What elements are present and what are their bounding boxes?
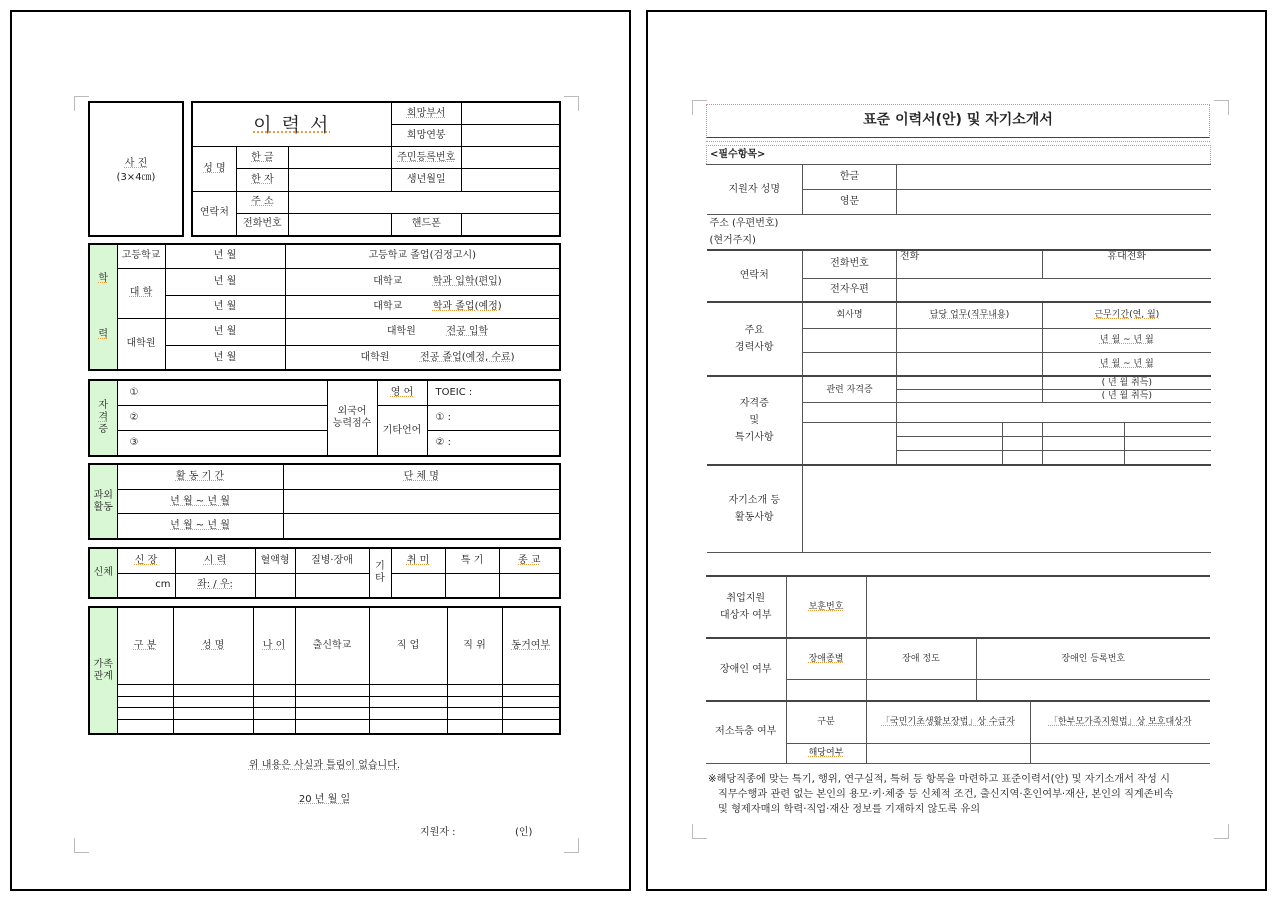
single-parent-label: 「한부모가족지원법」상 보호대상자 bbox=[1030, 701, 1210, 743]
disabled-label: 장애인 여부 bbox=[706, 638, 786, 701]
cell[interactable] bbox=[1043, 437, 1125, 451]
cell[interactable] bbox=[295, 708, 369, 720]
english-value[interactable] bbox=[897, 190, 1211, 215]
cert-item[interactable]: ① bbox=[117, 380, 327, 406]
illness-value[interactable] bbox=[295, 573, 369, 598]
cell[interactable] bbox=[295, 685, 369, 697]
resume-title: 이 력 서 bbox=[192, 102, 391, 147]
address-value[interactable] bbox=[289, 191, 560, 213]
vision-header: 시 력 bbox=[175, 548, 255, 573]
family-table bbox=[88, 606, 561, 735]
religion-value[interactable] bbox=[499, 573, 560, 598]
family-header: 동거여부 bbox=[502, 607, 560, 685]
cell[interactable] bbox=[295, 696, 369, 708]
intro-value[interactable] bbox=[803, 465, 1211, 553]
email-label: 전자우편 bbox=[803, 278, 897, 302]
blood-value[interactable] bbox=[255, 573, 295, 598]
notice-line: 및 형제자매의 학력·직업·재산 정보를 기재하지 않도록 유의 bbox=[718, 804, 981, 815]
birth-value[interactable] bbox=[461, 169, 560, 191]
hanja-label: 한 자 bbox=[236, 169, 288, 191]
family-header: 직 업 bbox=[369, 607, 447, 685]
cell[interactable] bbox=[1030, 743, 1210, 763]
required-heading: <필수항목> bbox=[707, 146, 1211, 165]
cell[interactable] bbox=[369, 719, 447, 734]
cell[interactable] bbox=[502, 719, 560, 734]
blood-header: 혈액형 bbox=[255, 548, 295, 573]
cell[interactable] bbox=[173, 719, 253, 734]
name-label: 성 명 bbox=[192, 147, 236, 191]
body-table bbox=[88, 547, 561, 599]
ym-cell: 년 월 bbox=[165, 346, 285, 370]
email-value[interactable] bbox=[897, 278, 1211, 302]
crop-mark bbox=[1214, 100, 1229, 115]
height-value[interactable]: cm bbox=[117, 573, 175, 598]
low-income-label: 저소득층 여부 bbox=[706, 701, 786, 763]
cell[interactable] bbox=[1003, 423, 1043, 437]
hangul-label: 한 글 bbox=[236, 147, 288, 169]
notice-line: ※해당직종에 맞는 특기, 행위, 연구실적, 특허 등 항목을 마련하고 표준이력서(안) 및 자기소개서 작성 시 bbox=[708, 774, 1170, 785]
activity-range: 년 월 ~ 년 월 bbox=[117, 514, 283, 539]
cell[interactable] bbox=[1003, 451, 1043, 465]
applicant-label: 지원자 : bbox=[420, 827, 456, 838]
college-enter: 대학교 학과 입학(편입) bbox=[285, 268, 560, 295]
grad-finish: 대학원 전공 졸업(예정, 수료) bbox=[285, 346, 560, 370]
cell[interactable] bbox=[117, 719, 173, 734]
cell[interactable] bbox=[253, 719, 295, 734]
phone-value[interactable] bbox=[289, 213, 392, 236]
high-school-label: 고등학교 bbox=[117, 244, 165, 268]
salary-value[interactable] bbox=[461, 125, 560, 147]
cell[interactable] bbox=[897, 437, 1003, 451]
employ-support-label: 취업지원 대상자 여부 bbox=[706, 576, 786, 638]
cell[interactable] bbox=[295, 719, 369, 734]
cell[interactable] bbox=[117, 708, 173, 720]
crop-mark bbox=[74, 96, 89, 111]
cell[interactable] bbox=[369, 685, 447, 697]
personal-info-table bbox=[191, 101, 561, 237]
org-header: 단 체 명 bbox=[283, 464, 560, 489]
address-label: 주 소 bbox=[236, 191, 288, 213]
family-header: 출신학교 bbox=[295, 607, 369, 685]
veteran-label: 보훈번호 bbox=[786, 576, 866, 638]
crop-mark bbox=[74, 838, 89, 853]
cell[interactable] bbox=[897, 403, 1211, 423]
hobby-value[interactable] bbox=[391, 573, 445, 598]
etc-label: 기 타 bbox=[369, 548, 391, 598]
english-label: 영문 bbox=[803, 190, 897, 215]
seal-mark: (인) bbox=[515, 827, 533, 838]
cell[interactable] bbox=[173, 696, 253, 708]
basic-livelihood-label: 「국민기초생활보장법」상 수급자 bbox=[866, 701, 1030, 743]
high-school-grad: 고등학교 졸업(검정고시) bbox=[285, 244, 560, 268]
duty-value[interactable] bbox=[897, 352, 1043, 376]
address-cell[interactable] bbox=[707, 215, 1211, 251]
cell[interactable] bbox=[866, 743, 1030, 763]
crop-mark bbox=[564, 96, 579, 111]
applicable-label: 해당여부 bbox=[786, 743, 866, 763]
resident-no-value[interactable] bbox=[461, 147, 560, 169]
contact-label: 연락처 bbox=[707, 250, 803, 302]
date-line: 20 년 월 일 bbox=[298, 794, 351, 805]
special-header: 특 기 bbox=[445, 548, 499, 573]
cell[interactable] bbox=[502, 696, 560, 708]
standard-resume-table bbox=[706, 145, 1211, 553]
period-header: 근무기간(연, 월) bbox=[1043, 302, 1211, 328]
family-header: 성 명 bbox=[173, 607, 253, 685]
period-value[interactable]: 년 월 ~ 년 월 bbox=[1043, 352, 1211, 376]
mobile-label: 핸드폰 bbox=[391, 213, 461, 236]
intro-label: 자기소개 등 활동사항 bbox=[707, 465, 803, 553]
qualification-label: 자격증 및 특기사항 bbox=[707, 376, 803, 465]
special-value[interactable] bbox=[445, 573, 499, 598]
grad-enter: 대학원 전공 입학 bbox=[285, 319, 560, 346]
family-label: 가족 관계 bbox=[89, 607, 117, 734]
cell[interactable] bbox=[897, 451, 1003, 465]
related-cert-label: 관련 자격증 bbox=[803, 376, 897, 403]
english-label: 영 어 bbox=[377, 380, 427, 406]
cert-acquired: ( 년 월 취득) bbox=[1043, 376, 1211, 390]
birth-label: 생년월일 bbox=[391, 169, 461, 191]
crop-mark bbox=[1214, 824, 1229, 839]
cell[interactable] bbox=[369, 708, 447, 720]
activity-range: 년 월 ~ 년 월 bbox=[117, 489, 283, 513]
org-value[interactable] bbox=[283, 489, 560, 513]
hangul-value[interactable] bbox=[897, 165, 1211, 190]
table-row bbox=[89, 719, 560, 734]
cell[interactable] bbox=[253, 685, 295, 697]
cell[interactable] bbox=[447, 696, 502, 708]
cell[interactable] bbox=[1003, 437, 1043, 451]
cert-value[interactable] bbox=[897, 390, 1043, 403]
family-header: 구 분 bbox=[117, 607, 173, 685]
ym-cell: 년 월 bbox=[165, 244, 285, 268]
cell[interactable] bbox=[447, 719, 502, 734]
activity-table bbox=[88, 463, 561, 540]
duty-value[interactable] bbox=[897, 328, 1043, 352]
cell[interactable] bbox=[1125, 437, 1211, 451]
crop-mark bbox=[692, 100, 707, 115]
notice-line: 직무수행과 관련 없는 본인의 용모·키·체중 등 신체적 조건, 출신지역·혼인여부·재산, 본인의 직계존비속 bbox=[718, 789, 1174, 800]
form-title: 표준 이력서(안) 및 자기소개서 bbox=[706, 104, 1210, 138]
cell[interactable] bbox=[369, 696, 447, 708]
dept-label: 희망부서 bbox=[391, 102, 461, 125]
duty-header: 담당 업무(직무내용) bbox=[897, 302, 1043, 328]
contact-label: 연락처 bbox=[192, 191, 236, 236]
hobby-header: 취 미 bbox=[391, 548, 445, 573]
cell[interactable] bbox=[786, 679, 866, 701]
company-value[interactable] bbox=[803, 328, 897, 352]
cell[interactable] bbox=[447, 685, 502, 697]
religion-header: 종 교 bbox=[499, 548, 560, 573]
resume-page-right bbox=[646, 10, 1267, 891]
college-grad: 대학교 학과 졸업(예정) bbox=[285, 295, 560, 318]
tel-field[interactable]: 전화 bbox=[897, 250, 1043, 278]
resume-page-left bbox=[10, 10, 631, 891]
veteran-value[interactable] bbox=[866, 576, 1210, 638]
photo-label: 사 진 bbox=[124, 158, 148, 169]
family-header: 나 이 bbox=[253, 607, 295, 685]
company-value[interactable] bbox=[803, 352, 897, 376]
height-header: 신 장 bbox=[117, 548, 175, 573]
cert-value[interactable] bbox=[897, 376, 1043, 390]
confirm-statement: 위 내용은 사실과 틀림이 없습니다. bbox=[248, 760, 401, 771]
table-row bbox=[89, 708, 560, 720]
photo-box bbox=[88, 101, 184, 237]
other-language-2[interactable]: ② : bbox=[427, 430, 560, 456]
disability-grade-label: 장애 정도 bbox=[866, 638, 976, 679]
eligibility-table bbox=[706, 575, 1210, 764]
ym-cell: 년 월 bbox=[165, 268, 285, 295]
career-label: 주요 경력사항 bbox=[707, 302, 803, 376]
crop-mark bbox=[692, 824, 707, 839]
language-score-label: 외국어 능력점수 bbox=[327, 380, 377, 456]
dept-value[interactable] bbox=[461, 102, 560, 125]
photo-size: (3×4㎝) bbox=[116, 172, 156, 183]
phone-label: 전화번호 bbox=[803, 250, 897, 278]
low-income-type-label: 구분 bbox=[786, 701, 866, 743]
resident-no-label: 주민등록번호 bbox=[391, 147, 461, 169]
cert-item[interactable]: ② bbox=[117, 406, 327, 431]
ym-cell: 년 월 bbox=[165, 319, 285, 346]
cert-acquired: ( 년 월 취득) bbox=[1043, 390, 1211, 403]
table-row bbox=[89, 696, 560, 708]
illness-header: 질병·장애 bbox=[295, 548, 369, 573]
cell[interactable] bbox=[976, 679, 1210, 701]
cell[interactable] bbox=[173, 708, 253, 720]
hanja-value[interactable] bbox=[289, 169, 392, 191]
org-value[interactable] bbox=[283, 514, 560, 539]
cell[interactable] bbox=[1043, 423, 1125, 437]
cell[interactable] bbox=[866, 679, 976, 701]
mobile-value[interactable] bbox=[461, 213, 560, 236]
activity-label: 과외 활동 bbox=[89, 464, 117, 539]
crop-mark bbox=[564, 838, 579, 853]
residence-label: (현거주지) bbox=[709, 235, 756, 246]
hangul-value[interactable] bbox=[289, 147, 392, 169]
address-label: 주소 (우편번호) bbox=[709, 218, 779, 229]
certificate-label: 자 격 증 bbox=[89, 380, 117, 456]
applicant-name-label: 지원자 성명 bbox=[707, 165, 803, 215]
notice-text bbox=[708, 772, 1228, 817]
education-label: 학 력 bbox=[89, 244, 117, 370]
cell[interactable] bbox=[1125, 423, 1211, 437]
certificate-table bbox=[88, 379, 561, 457]
salary-label: 희망연봉 bbox=[391, 125, 461, 147]
cell[interactable] bbox=[253, 696, 295, 708]
body-label: 신체 bbox=[89, 548, 117, 598]
period-value[interactable]: 년 월 ~ 년 월 bbox=[1043, 328, 1211, 352]
cell[interactable] bbox=[502, 708, 560, 720]
cell[interactable] bbox=[117, 696, 173, 708]
hangul-label: 한글 bbox=[803, 165, 897, 190]
cell[interactable] bbox=[1043, 451, 1125, 465]
cell[interactable] bbox=[447, 708, 502, 720]
vision-value[interactable]: 좌: / 우: bbox=[175, 573, 255, 598]
cert-item[interactable]: ③ bbox=[117, 430, 327, 456]
period-header: 활 동 기 간 bbox=[117, 464, 283, 489]
cell[interactable] bbox=[253, 708, 295, 720]
disability-reg-label: 장애인 등록번호 bbox=[976, 638, 1210, 679]
ym-cell: 년 월 bbox=[165, 295, 285, 318]
cell[interactable] bbox=[897, 423, 1003, 437]
cell[interactable] bbox=[803, 423, 897, 465]
college-label: 대 학 bbox=[117, 268, 165, 318]
cell[interactable] bbox=[117, 685, 173, 697]
cell[interactable] bbox=[173, 685, 253, 697]
grad-school-label: 대학원 bbox=[117, 319, 165, 370]
cell[interactable] bbox=[502, 685, 560, 697]
other-language-label: 기타언어 bbox=[377, 406, 427, 456]
education-table bbox=[88, 243, 561, 371]
cell[interactable] bbox=[1125, 451, 1211, 465]
cell[interactable] bbox=[803, 403, 897, 423]
phone-label: 전화번호 bbox=[236, 213, 288, 236]
mobile-field[interactable]: 휴대전화 bbox=[1043, 250, 1211, 278]
disability-type-label: 장애종별 bbox=[786, 638, 866, 679]
family-header: 직 위 bbox=[447, 607, 502, 685]
other-language-1[interactable]: ① : bbox=[427, 406, 560, 431]
table-row bbox=[89, 685, 560, 697]
toeic-field[interactable]: TOEIC : bbox=[427, 380, 560, 406]
company-header: 회사명 bbox=[803, 302, 897, 328]
